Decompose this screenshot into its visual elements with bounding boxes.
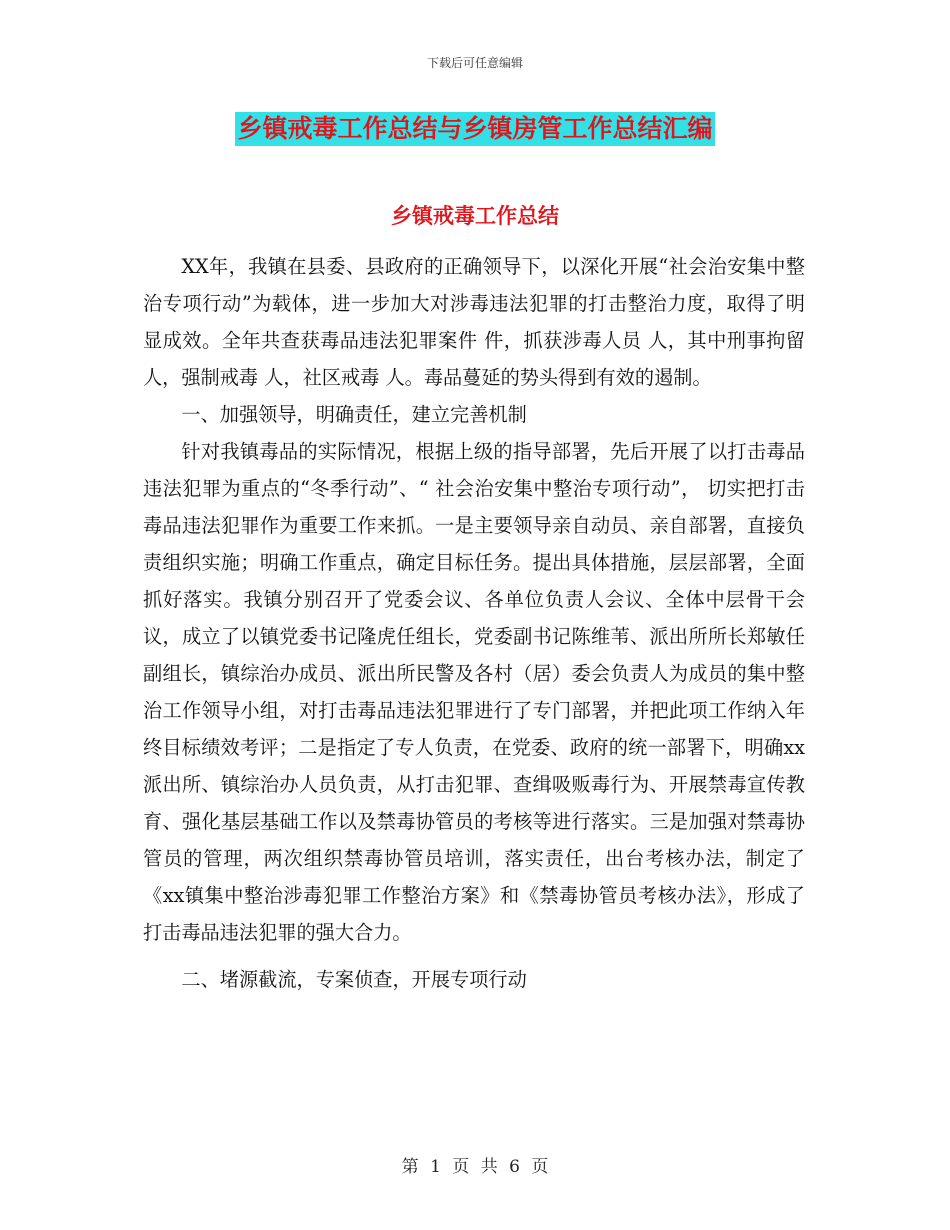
document-body — [143, 248, 805, 998]
document-title-text: 乡镇戒毒工作总结与乡镇房管工作总结汇编 — [235, 112, 714, 146]
paragraph-intro: XX年，我镇在县委、县政府的正确领导下，以深化开展“社会治安集中整治专项行动”为载体，进一步加大对涉毒违法犯罪的打击整治力度，取得了明显成效。全年共查获毒品违法犯罪案件 件，抓获涉毒人员 人，其中刑事拘留 人，强制戒毒 人，社区戒毒 人。毒品蔓延的势头得到有效的遏制。 — [143, 255, 805, 389]
header-note: 下载后可任意编辑 — [426, 56, 523, 70]
document-title — [0, 112, 950, 146]
heading-one: 一、加强领导，明确责任，建立完善机制 — [181, 403, 527, 426]
section-title: 乡镇戒毒工作总结 — [391, 204, 559, 228]
heading-two: 二、堵源截流，专案侦查，开展专项行动 — [181, 968, 527, 991]
page-footer: 第 1 页 共 6 页 — [401, 1157, 549, 1177]
paragraph-leadership: 针对我镇毒品的实际情况，根据上级的指导部署，先后开展了以打击毒品违法犯罪为重点的“冬季行动”、“ 社会治安集中整治专项行动”， 切实把打击毒品违法犯罪作为重要工作来抓。一是主要领导亲自动员、亲自部署，直接负责组织实施；明确工作重点，确定目标任务。提出具体措施，层层部署，全面抓好落实。我镇分别召开了党委会议、各单位负责人会议、全体中层骨干会议，成立了以镇党委书记隆虎任组长，党委副书记陈维苇、派出所所长郑敏任副组长，镇综治办成员、派出所民警及各村（居）委会负责人为成员的集中整治工作领导小组，对打击毒品违法犯罪进行了专门部署，并把此项工作纳入年终目标绩效考评；二是指定了专人负责，在党委、政府的统一部署下，明确xx派出所、镇综治办人员负责，从打击犯罪、查缉吸贩毒行为、开展禁毒宣传教育、强化基层基础工作以及禁毒协管员的考核等进行落实。三是加强对禁毒协管员的管理，两次组织禁毒协管员培训，落实责任，出台考核办法，制定了《xx镇集中整治涉毒犯罪工作整治方案》和《禁毒协管员考核办法》，形成了打击毒品违法犯罪的强大合力。 — [143, 440, 805, 944]
